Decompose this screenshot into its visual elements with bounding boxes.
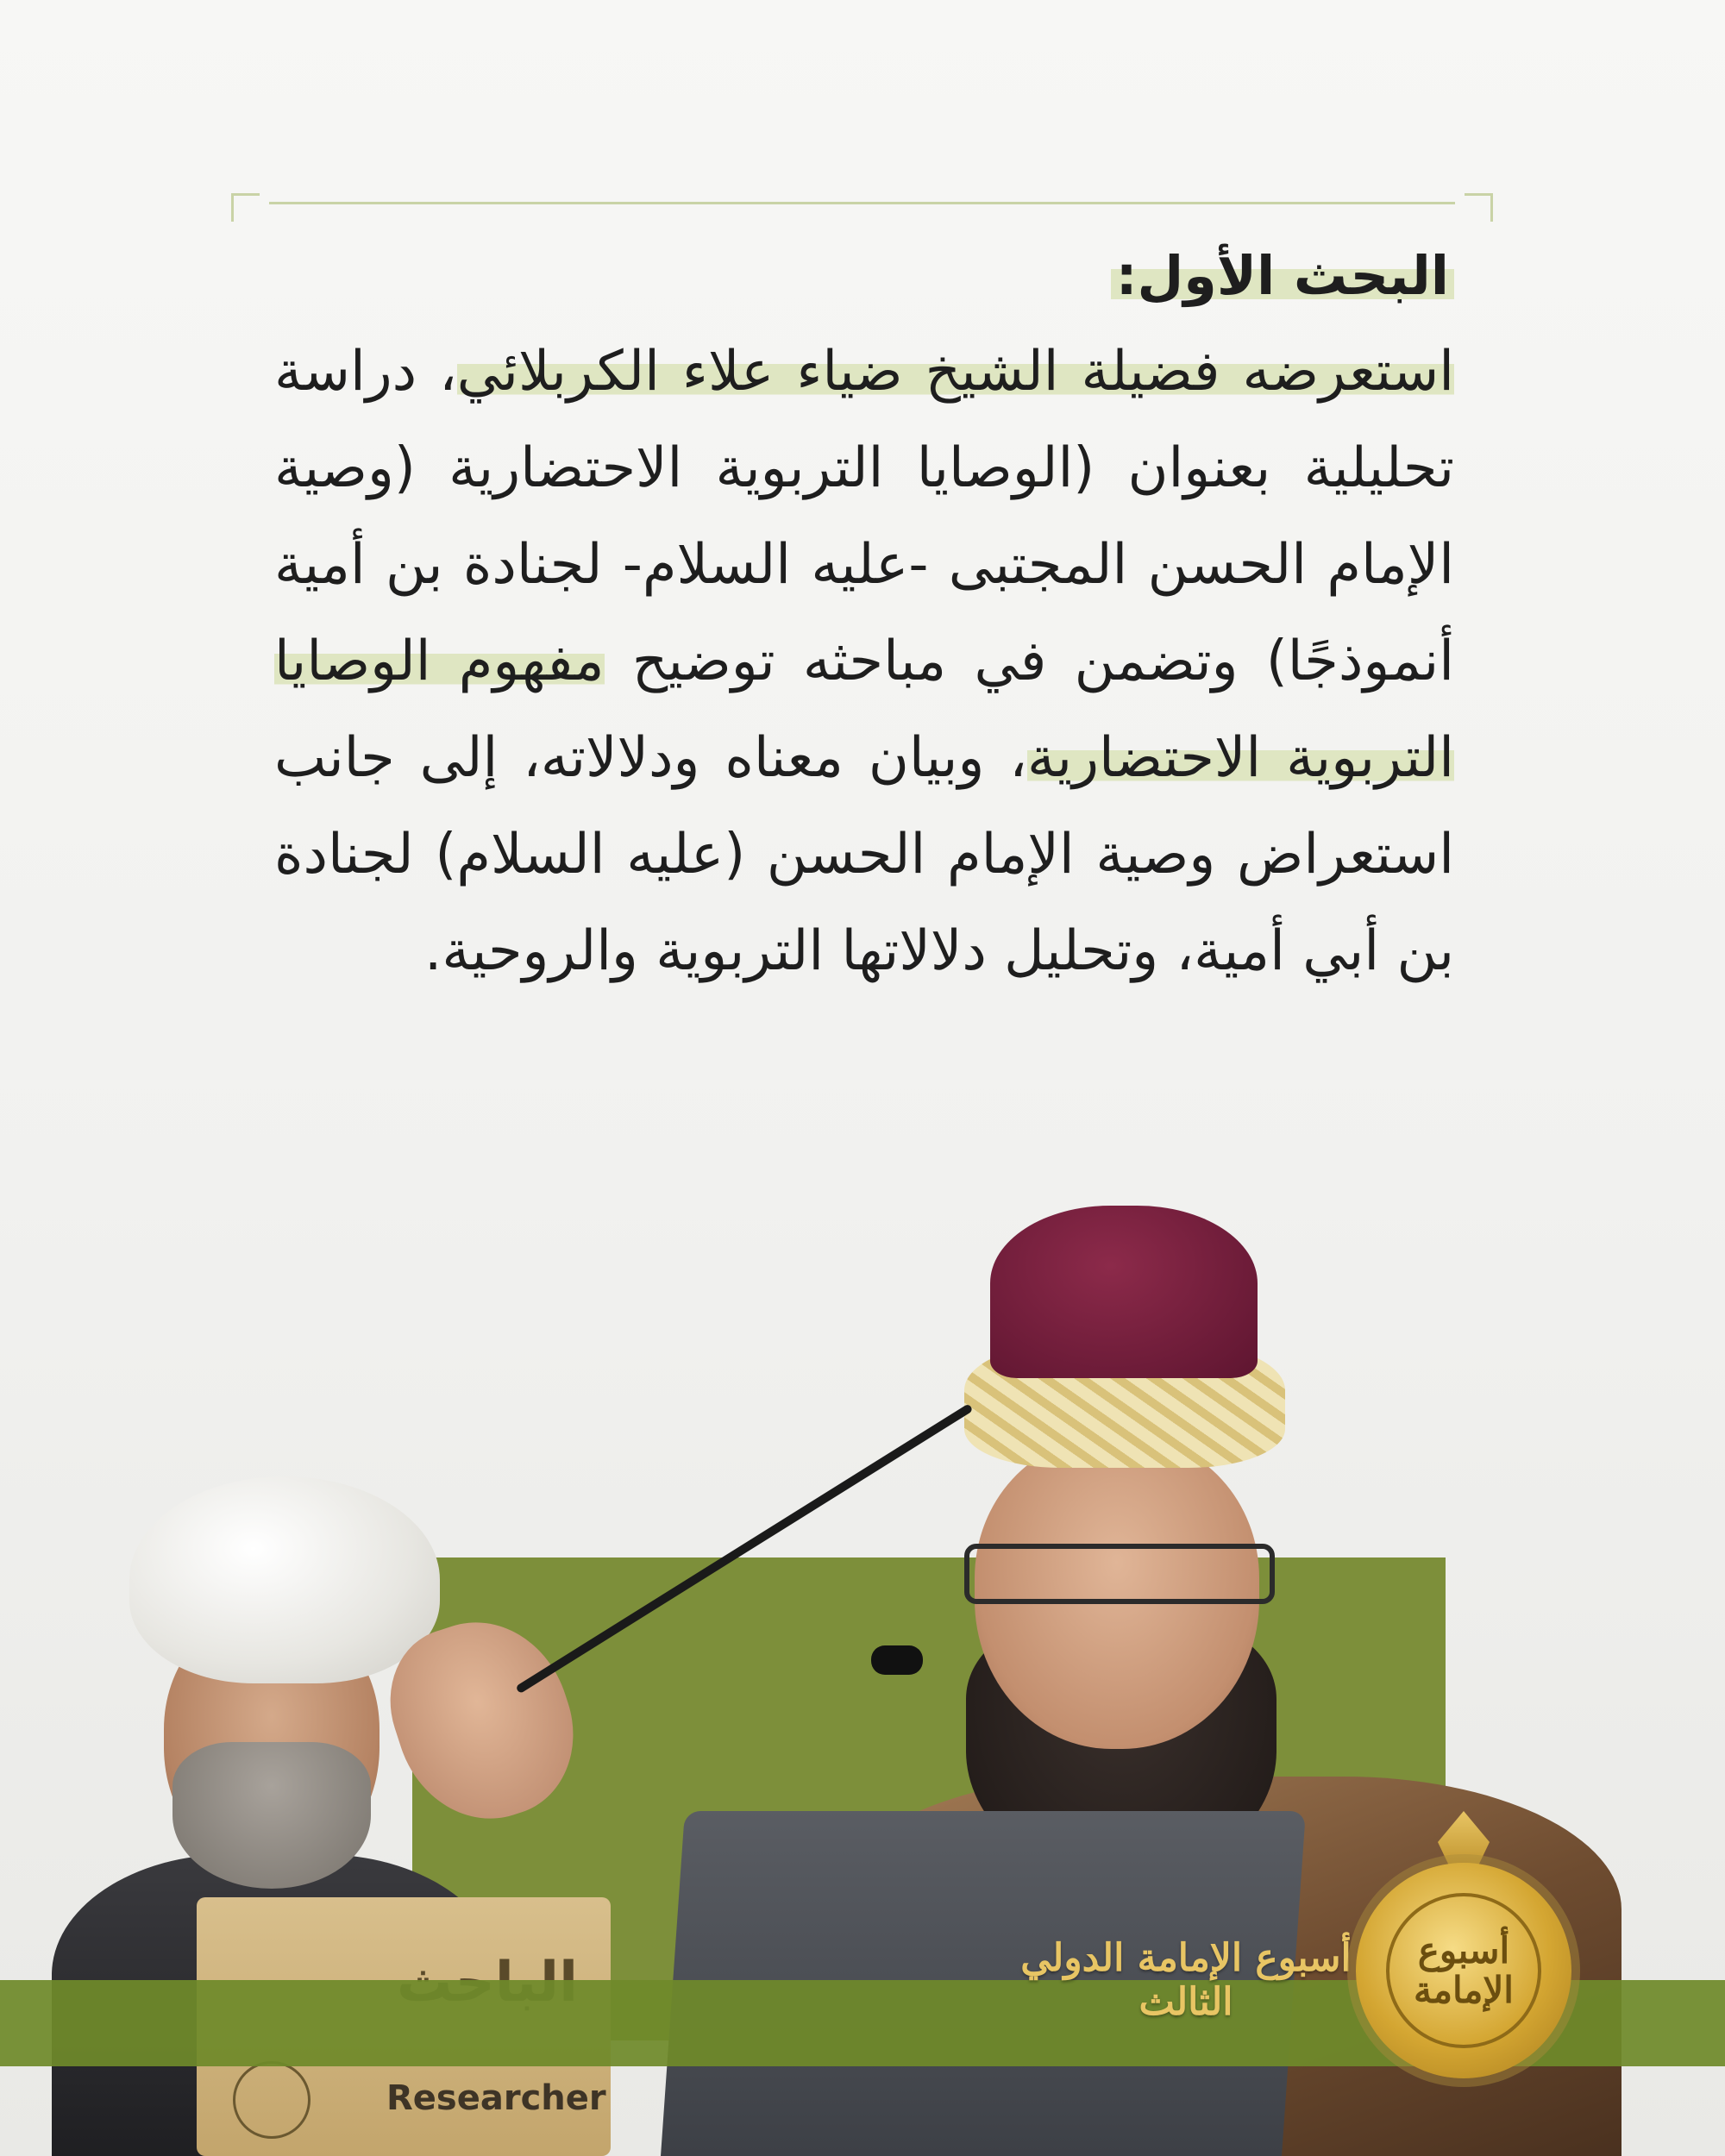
article-text-block [274,237,1454,1000]
nameplate-english-label: Researcher [386,2078,606,2118]
speaker-glasses [964,1544,1275,1604]
paragraph-segment-end: ، وبيان معناه ودلالاته، إلى جانب استعراض وصية الإمام الحسن (عليه السلام) لجنادة بن أبي أمية، وتحليل دلالاتها التربوية والروحية. [274,726,1454,983]
paragraph-segment: ، دراسة تحليلية بعنوان (الوصايا التربوية الاحتضارية (وصية الإمام الحسن المجتبى -عليه السلام- لجنادة بن أمية أنموذجًا) وتضمن في مباحثه توضيح [274,340,1455,693]
nameplate-seal-icon [233,2061,310,2139]
highlighted-phrase-concept: مفهوم الوصايا التربوية الاحتضارية [274,630,1455,790]
article-heading-text: البحث الأول: [1111,244,1454,307]
event-logo [1356,1811,1571,2096]
article-paragraph [274,323,1454,1000]
seated-person-left-beard [172,1742,371,1889]
white-turban [129,1476,440,1683]
event-caption: أسبوع الإمامة الدولي الثالث [1020,1936,1352,2024]
article-heading [274,237,1454,315]
speaker-red-hat [990,1206,1258,1378]
frame-corner-left [231,193,260,222]
frame-top-line [269,202,1455,204]
frame-corner-right [1465,193,1493,222]
microphone-icon [871,1645,923,1675]
highlighted-phrase-researcher: استعرضه فضيلة الشيخ ضياء علاء الكربلائي [456,340,1455,404]
logo-emblem-text: أسبوع الإمامة [1386,1893,1541,2048]
